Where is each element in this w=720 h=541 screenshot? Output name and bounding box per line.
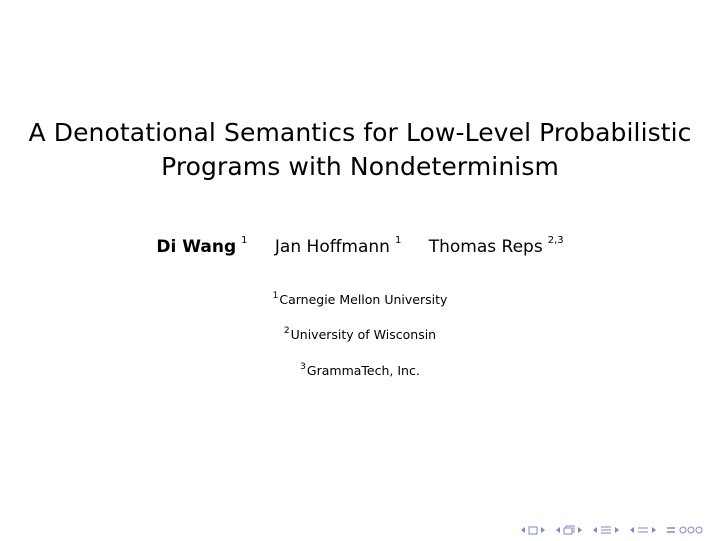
search-icon[interactable]: [678, 525, 704, 535]
affiliation-name: Carnegie Mellon University: [279, 292, 448, 307]
title-line-1: A Denotational Semantics for Low-Level Probabilistic: [28, 118, 692, 147]
section-icon[interactable]: [637, 525, 649, 535]
author-name: Di Wang: [156, 237, 237, 257]
navigation-bar: [514, 525, 704, 535]
subsection-icon[interactable]: [600, 525, 612, 535]
affiliation-name: GrammaTech, Inc.: [306, 363, 420, 378]
author-di-wang: [156, 233, 247, 261]
nav-group-section: [629, 525, 657, 535]
author-affiliation-mark: 2,3: [547, 235, 564, 246]
author-jan-hoffmann: [275, 233, 401, 261]
affiliation-cmu: [0, 291, 720, 309]
author-affiliation-mark: 1: [241, 235, 248, 246]
affiliation-mark: 1: [272, 291, 279, 301]
title-line-2: Programs with Nondeterminism: [161, 152, 559, 181]
author-name: Thomas Reps: [428, 237, 543, 257]
affiliation-wisconsin: [0, 326, 720, 344]
affiliation-mark: 2: [283, 326, 290, 336]
next-frame-icon[interactable]: [577, 526, 583, 534]
slide-title: [0, 116, 720, 184]
align-icon[interactable]: [666, 525, 676, 535]
prev-frame-icon[interactable]: [555, 526, 561, 534]
next-slide-icon[interactable]: [540, 526, 546, 534]
nav-group-subsection: [592, 525, 620, 535]
prev-section-icon[interactable]: [629, 526, 635, 534]
nav-group-frame: [555, 525, 583, 535]
author-affiliation-mark: 1: [394, 235, 402, 246]
prev-slide-icon[interactable]: [520, 526, 526, 534]
authors: [0, 233, 720, 261]
next-section-icon[interactable]: [651, 526, 657, 534]
affiliation-mark: 3: [300, 362, 306, 372]
author-name: Jan Hoffmann: [274, 237, 390, 257]
nav-group-tools: [666, 525, 704, 535]
next-subsection-icon[interactable]: [614, 526, 620, 534]
nav-group-slide: [520, 526, 546, 535]
prev-subsection-icon[interactable]: [592, 526, 598, 534]
affiliation-grammatech: [0, 362, 720, 380]
frame-icon[interactable]: [563, 525, 575, 535]
affiliation-name: University of Wisconsin: [290, 327, 437, 342]
slide-icon[interactable]: [528, 526, 538, 535]
author-thomas-reps: [429, 233, 564, 261]
